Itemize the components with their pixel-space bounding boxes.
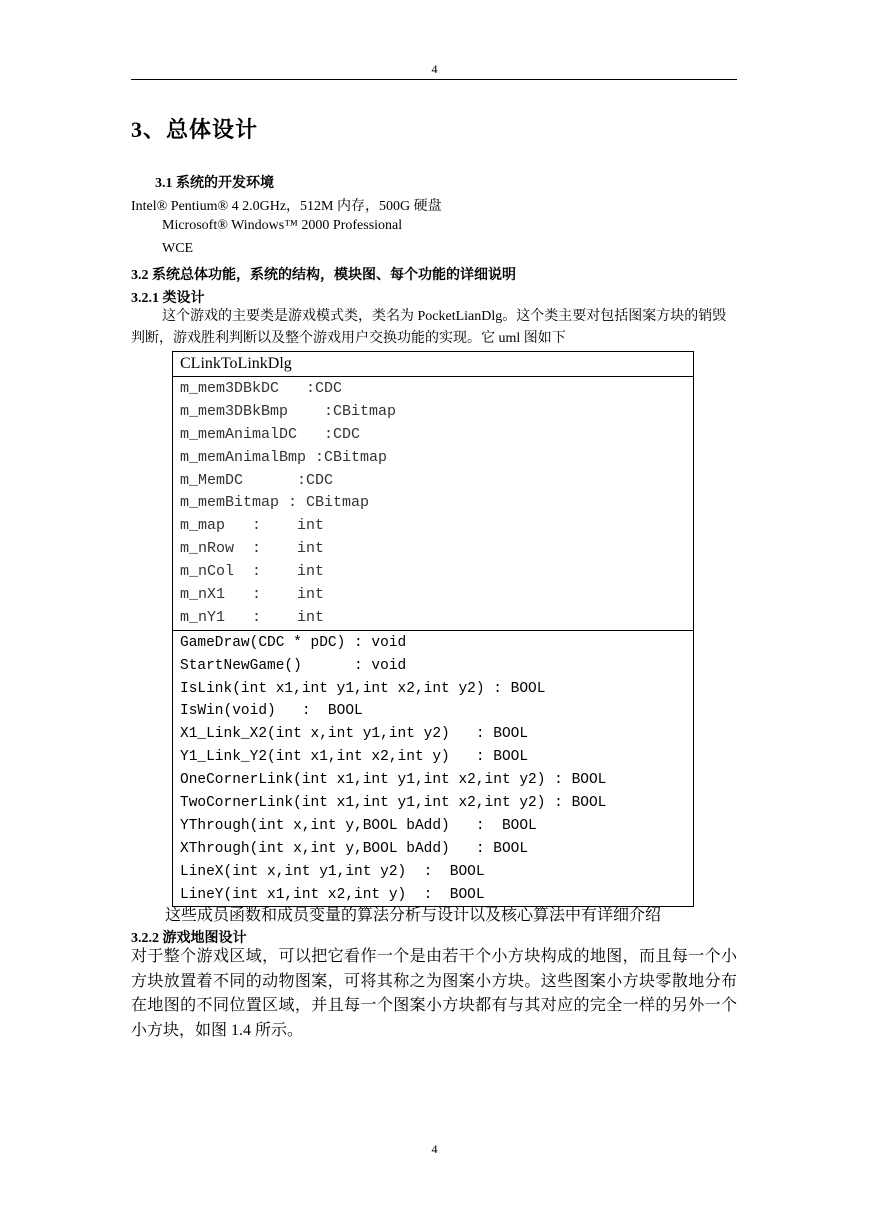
uml-method: LineX(int x,int y1,int y2) : BOOL [180, 863, 485, 880]
uml-method: Y1_Link_Y2(int x1,int x2,int y) : BOOL [180, 749, 529, 766]
class-design-paragraph: 这个游戏的主要类是游戏模式类，类名为 PocketLianDlg。这个类主要对包括图案方块的销毁判断，游戏胜利判断以及整个游戏用户交换功能的实现。它 uml 图如下 [131, 309, 727, 346]
env-hardware: Intel® Pentium® 4 2.0GHz，512M 内存，500G 硬盘 [131, 199, 442, 214]
uml-method: IsLink(int x1,int y1,int x2,int y2) : BOOL [180, 680, 546, 697]
section-3-2-2-heading: 3.2.2 游戏地图设计 [131, 931, 247, 946]
map-design-paragraph: 对于整个游戏区域，可以把它看作一个是由若干个小方块构成的地图，而且每一个小方块放置着不同的动物图案，可将其称之为图案小方块。这些图案小方块零散地分布在地图的不同位置区域，并且每一个图案小方块都有与其对应的完全一样的另外一个小方块，如图 1.4 所示。 [131, 948, 737, 1039]
uml-method: OneCornerLink(int x1,int y1,int x2,int y2) : BOOL [180, 772, 607, 789]
header-rule [131, 79, 737, 80]
uml-method: IsWin(void) : BOOL [180, 703, 363, 720]
after-uml-text: 这些成员函数和成员变量的算法分析与设计以及核心算法中有详细介绍 [165, 907, 662, 924]
uml-attribute: m_nX1 : int [180, 586, 325, 604]
uml-attribute: m_mem3DBkBmp :CBitmap [180, 402, 397, 420]
uml-attribute: m_memAnimalBmp :CBitmap [180, 448, 388, 466]
uml-method: X1_Link_X2(int x,int y1,int y2) : BOOL [180, 726, 529, 743]
uml-method: LineY(int x1,int x2,int y) : BOOL [180, 886, 485, 903]
uml-method: GameDraw(CDC * pDC) : void [180, 634, 407, 651]
section-3-2-heading: 3.2 系统总体功能，系统的结构，模块图、每个功能的详细说明 [131, 268, 516, 283]
uml-method: StartNewGame() : void [180, 657, 407, 674]
uml-attribute: m_nRow : int [180, 540, 325, 558]
env-tool: WCE [162, 241, 194, 256]
uml-method: XThrough(int x,int y,BOOL bAdd) : BOOL [180, 840, 529, 857]
uml-attribute: m_MemDC :CDC [180, 471, 334, 489]
section-3-2-1-heading: 3.2.1 类设计 [131, 291, 205, 306]
uml-attribute: m_nY1 : int [180, 608, 325, 626]
uml-attribute: m_mem3DBkDC :CDC [180, 380, 343, 397]
uml-method: YThrough(int x,int y,BOOL bAdd) : BOOL [180, 817, 537, 834]
uml-attribute: m_memAnimalDC :CDC [180, 425, 361, 443]
uml-method: TwoCornerLink(int x1,int y1,int x2,int y2) : BOOL [180, 795, 607, 812]
uml-class-diagram [172, 351, 694, 907]
env-os: Microsoft® Windows™ 2000 Professional [162, 218, 403, 233]
uml-attribute: m_nCol : int [180, 563, 325, 581]
uml-attribute: m_memBitmap : CBitmap [180, 494, 370, 512]
section-title: 3、总体设计 [131, 117, 259, 142]
uml-attributes [173, 377, 693, 631]
header-page-number: 4 [431, 62, 438, 76]
footer-page-number: 4 [431, 1142, 438, 1156]
uml-methods [173, 631, 693, 907]
uml-class-name: CLinkToLinkDlg [173, 352, 693, 377]
uml-attribute: m_map : int [180, 517, 325, 535]
env-heading: 3.1 系统的开发环境 [155, 176, 274, 191]
